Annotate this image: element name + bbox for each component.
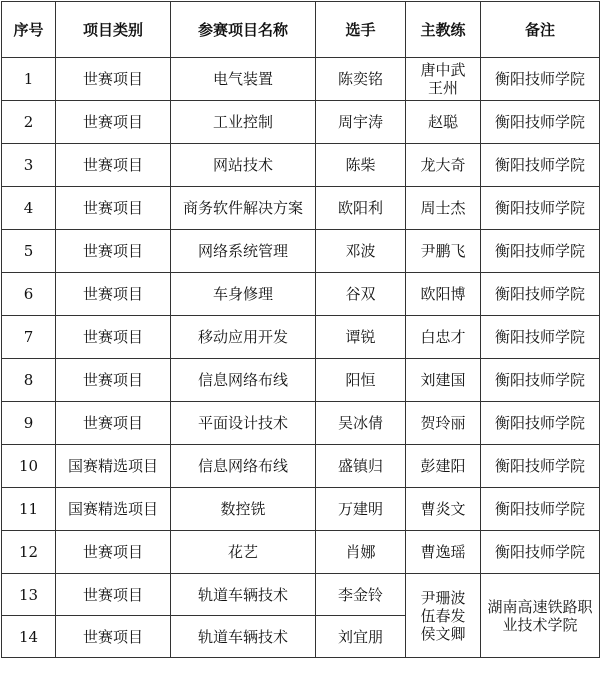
row-note: 衡阳技师学院 <box>481 273 600 316</box>
row-player: 谷双 <box>316 273 406 316</box>
row-player: 万建明 <box>316 488 406 531</box>
row-coach: 欧阳博 <box>406 273 481 316</box>
table-row <box>2 445 600 488</box>
row-project: 花艺 <box>171 531 316 574</box>
row-coach: 周士杰 <box>406 187 481 230</box>
table-row <box>2 144 600 187</box>
header-no: 序号 <box>2 2 56 58</box>
row-category: 世赛项目 <box>56 359 171 402</box>
row-player: 陈奕铭 <box>316 58 406 101</box>
row-project: 轨道车辆技术 <box>171 616 316 658</box>
row-note: 衡阳技师学院 <box>481 488 600 531</box>
table-row <box>2 273 600 316</box>
row-coach: 彭建阳 <box>406 445 481 488</box>
merged-coach: 尹珊波 伍春发 侯文卿 <box>406 574 481 658</box>
header-note: 备注 <box>481 2 600 58</box>
table-row <box>2 316 600 359</box>
row-no: 14 <box>2 616 56 658</box>
row-category: 世赛项目 <box>56 402 171 445</box>
row-category: 世赛项目 <box>56 316 171 359</box>
row-no: 1 <box>2 58 56 101</box>
row-project: 数控铣 <box>171 488 316 531</box>
row-category: 世赛项目 <box>56 616 171 658</box>
table-row <box>2 359 600 402</box>
header-row <box>2 2 600 58</box>
row-no: 5 <box>2 230 56 273</box>
row-player: 阳恒 <box>316 359 406 402</box>
row-note: 衡阳技师学院 <box>481 187 600 230</box>
row-player: 盛镇归 <box>316 445 406 488</box>
row-category: 世赛项目 <box>56 187 171 230</box>
row-no: 3 <box>2 144 56 187</box>
row-player: 周宇涛 <box>316 101 406 144</box>
row-note: 衡阳技师学院 <box>481 101 600 144</box>
row-project: 平面设计技术 <box>171 402 316 445</box>
row-coach: 曹炎文 <box>406 488 481 531</box>
table-row <box>2 187 600 230</box>
row-coach: 贺玲丽 <box>406 402 481 445</box>
row-coach: 唐中武 王州 <box>406 58 481 101</box>
row-note: 衡阳技师学院 <box>481 58 600 101</box>
merged-note: 湖南高速铁路职业技术学院 <box>481 574 600 658</box>
row-player: 陈柴 <box>316 144 406 187</box>
row-project: 车身修理 <box>171 273 316 316</box>
row-player: 肖娜 <box>316 531 406 574</box>
roster-table <box>1 1 600 658</box>
row-category: 世赛项目 <box>56 531 171 574</box>
row-coach: 曹逸瑶 <box>406 531 481 574</box>
row-note: 衡阳技师学院 <box>481 144 600 187</box>
row-category: 世赛项目 <box>56 273 171 316</box>
row-no: 2 <box>2 101 56 144</box>
row-category: 世赛项目 <box>56 144 171 187</box>
row-no: 10 <box>2 445 56 488</box>
row-category: 世赛项目 <box>56 58 171 101</box>
row-project: 商务软件解决方案 <box>171 187 316 230</box>
header-project: 参赛项目名称 <box>171 2 316 58</box>
row-project: 信息网络布线 <box>171 445 316 488</box>
row-note: 衡阳技师学院 <box>481 316 600 359</box>
table-row <box>2 402 600 445</box>
row-coach: 刘建国 <box>406 359 481 402</box>
row-coach: 龙大奇 <box>406 144 481 187</box>
table-row <box>2 101 600 144</box>
row-player: 欧阳利 <box>316 187 406 230</box>
row-player: 邓波 <box>316 230 406 273</box>
row-player: 吴冰倩 <box>316 402 406 445</box>
row-no: 12 <box>2 531 56 574</box>
table-row <box>2 488 600 531</box>
row-no: 9 <box>2 402 56 445</box>
row-note: 衡阳技师学院 <box>481 402 600 445</box>
header-player: 选手 <box>316 2 406 58</box>
row-category: 世赛项目 <box>56 101 171 144</box>
row-project: 移动应用开发 <box>171 316 316 359</box>
row-no: 7 <box>2 316 56 359</box>
row-coach: 赵聪 <box>406 101 481 144</box>
row-no: 4 <box>2 187 56 230</box>
row-note: 衡阳技师学院 <box>481 445 600 488</box>
row-player: 刘宜朋 <box>316 616 406 658</box>
row-category: 国赛精选项目 <box>56 445 171 488</box>
row-note: 衡阳技师学院 <box>481 230 600 273</box>
row-note: 衡阳技师学院 <box>481 531 600 574</box>
row-no: 11 <box>2 488 56 531</box>
table-row <box>2 574 600 616</box>
row-project: 电气装置 <box>171 58 316 101</box>
header-category: 项目类别 <box>56 2 171 58</box>
row-project: 网络系统管理 <box>171 230 316 273</box>
row-category: 国赛精选项目 <box>56 488 171 531</box>
row-project: 轨道车辆技术 <box>171 574 316 616</box>
table-row <box>2 531 600 574</box>
row-player: 谭锐 <box>316 316 406 359</box>
header-coach: 主教练 <box>406 2 481 58</box>
row-player: 李金铃 <box>316 574 406 616</box>
row-coach: 白忠才 <box>406 316 481 359</box>
row-project: 工业控制 <box>171 101 316 144</box>
row-no: 8 <box>2 359 56 402</box>
row-coach: 尹鹏飞 <box>406 230 481 273</box>
row-category: 世赛项目 <box>56 574 171 616</box>
row-no: 6 <box>2 273 56 316</box>
table-row <box>2 58 600 101</box>
row-project: 信息网络布线 <box>171 359 316 402</box>
row-note: 衡阳技师学院 <box>481 359 600 402</box>
row-project: 网站技术 <box>171 144 316 187</box>
table-row <box>2 230 600 273</box>
row-no: 13 <box>2 574 56 616</box>
row-category: 世赛项目 <box>56 230 171 273</box>
